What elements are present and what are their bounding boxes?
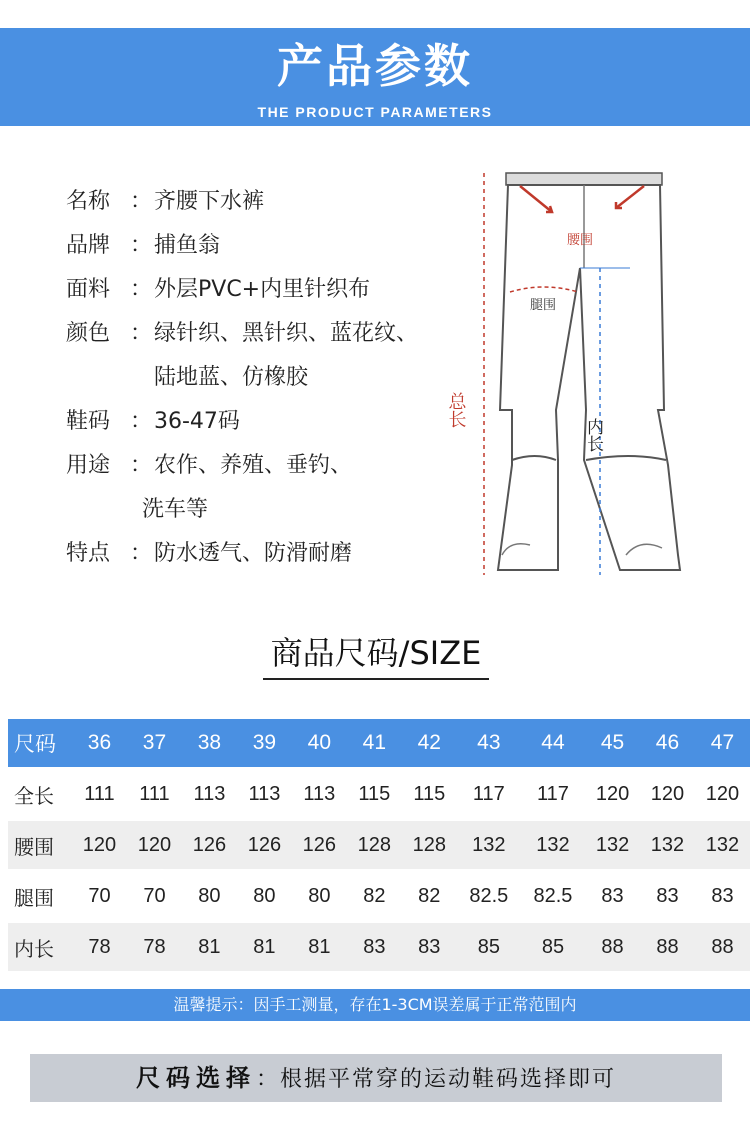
size-selection-label: 尺码选择: [135, 1064, 256, 1092]
size-table-cell: 120: [127, 821, 182, 869]
size-table-cell: 85: [521, 923, 585, 971]
size-selection-text: ：根据平常穿的运动鞋码选择即可: [255, 1067, 616, 1092]
pants-size-diagram: [440, 160, 690, 590]
spec-list: [66, 180, 456, 576]
spec-colon: ：: [129, 321, 152, 346]
size-table-cell: 126: [237, 821, 292, 869]
size-table-cell: 81: [292, 923, 347, 971]
size-table-cell: 115: [358, 782, 391, 805]
size-header-cell: 37: [127, 719, 182, 767]
size-row-label: 全长: [14, 783, 54, 808]
size-header-cell: 36: [72, 719, 127, 767]
size-table-row: [8, 821, 750, 869]
size-table-cell: 120: [650, 782, 685, 805]
size-table-cell: 132: [585, 821, 640, 869]
spec-value-line: 农作、养殖、垂钓、: [154, 453, 353, 478]
size-table-cell: 113: [193, 782, 226, 805]
size-table-cell: 111: [139, 782, 170, 805]
size-table-row: [8, 872, 750, 920]
spec-value: [142, 444, 456, 532]
size-row-label: 腰围: [8, 821, 72, 869]
size-header-cell: 43: [457, 719, 521, 767]
size-row-label: 内长: [8, 923, 72, 971]
measurement-tip: 温馨提示：因手工测量，存在1-3CM误差属于正常范围内: [0, 989, 750, 1021]
size-table-cell: 132: [640, 821, 695, 869]
size-table-cell: 81: [182, 923, 237, 971]
spec-value: [154, 312, 456, 400]
spec-label: 特点: [66, 541, 111, 566]
spec-value: [154, 268, 456, 312]
size-header-cell: 46: [640, 719, 695, 767]
spec-value: [154, 180, 456, 224]
spec-value-line: 捕鱼翁: [154, 233, 221, 258]
size-table-cell: 128: [402, 821, 457, 869]
size-table-cell: 120: [72, 821, 127, 869]
spec-value-line: 齐腰下水裤: [154, 189, 265, 214]
size-table: [8, 716, 750, 974]
spec-label: 用途: [66, 453, 111, 478]
spec-value: [154, 400, 456, 444]
size-table-cell: 128: [347, 821, 402, 869]
page-title: 产品参数: [277, 39, 473, 93]
size-table-cell: 88: [695, 923, 750, 971]
size-header-cell: 41: [347, 719, 402, 767]
spec-label: 名称: [66, 189, 111, 214]
size-table-cell: 82: [363, 884, 386, 907]
size-table-cell: 120: [595, 782, 630, 805]
spec-colon: ：: [129, 189, 152, 214]
spec-row: [66, 268, 456, 312]
size-table-cell: 115: [413, 782, 446, 805]
size-header-cell: 45: [585, 719, 640, 767]
size-header-cell: 39: [237, 719, 292, 767]
size-row-label: 腿围: [14, 885, 54, 910]
size-header-label: 尺码: [8, 719, 72, 767]
size-table-cell: 88: [585, 923, 640, 971]
size-table-cell: 117: [537, 782, 569, 805]
spec-value-line: 陆地蓝、仿橡胶: [154, 365, 309, 390]
size-table-cell: 82.5: [469, 884, 509, 907]
size-table-cell: 111: [84, 782, 115, 805]
size-header-cell: 47: [695, 719, 750, 767]
spec-colon: ：: [129, 409, 152, 434]
spec-value: [154, 532, 456, 576]
spec-value-line: 36-47码: [154, 409, 240, 434]
size-table-cell: 113: [303, 782, 336, 805]
size-table-cell: 120: [705, 782, 740, 805]
spec-value-line: 绿针织、黑针织、蓝花纹、: [154, 321, 419, 346]
size-table-cell: 80: [198, 884, 221, 907]
spec-value: [154, 224, 456, 268]
size-table-cell: 83: [601, 884, 624, 907]
size-table-cell: 83: [711, 884, 734, 907]
size-table-cell: 88: [640, 923, 695, 971]
spec-label: 品牌: [66, 233, 111, 258]
size-header-cell: 38: [182, 719, 237, 767]
spec-row: [66, 444, 456, 532]
spec-value-line: 防水透气、防滑耐磨: [154, 541, 353, 566]
spec-value-line: 外层PVC+内里针织布: [154, 277, 371, 302]
size-table-cell: 132: [521, 821, 585, 869]
size-table-cell: 70: [88, 884, 111, 907]
spec-colon: ：: [129, 233, 152, 258]
spec-row: [66, 400, 456, 444]
size-table-cell: 81: [237, 923, 292, 971]
total-length-label: 总长: [445, 392, 467, 428]
size-table-cell: 83: [347, 923, 402, 971]
spec-row: [66, 224, 456, 268]
size-table-cell: 80: [253, 884, 276, 907]
spec-colon: ：: [129, 541, 152, 566]
header-banner: [0, 28, 750, 126]
size-header-cell: 42: [402, 719, 457, 767]
spec-label: 鞋码: [66, 409, 111, 434]
size-table-row: [8, 770, 750, 818]
spec-label: 颜色: [66, 321, 111, 346]
spec-row: [66, 312, 456, 400]
spec-label: 面料: [66, 277, 111, 302]
waistband-shape: [506, 173, 662, 185]
size-table-cell: 78: [127, 923, 182, 971]
spec-row: [66, 180, 456, 224]
size-table-cell: 70: [143, 884, 166, 907]
spec-colon: ：: [129, 277, 152, 302]
size-table-cell: 132: [695, 821, 750, 869]
inseam-label: 内长: [583, 418, 603, 452]
size-table-cell: 83: [402, 923, 457, 971]
size-table-cell: 82.5: [533, 884, 573, 907]
size-table-cell: 85: [457, 923, 521, 971]
size-table-cell: 117: [472, 782, 505, 805]
size-table-cell: 126: [182, 821, 237, 869]
size-table-cell: 78: [72, 923, 127, 971]
size-table-row: [8, 923, 750, 971]
size-table-cell: 113: [248, 782, 281, 805]
size-header-cell: 40: [292, 719, 347, 767]
size-table-cell: 82: [418, 884, 441, 907]
size-header-row: [8, 719, 750, 767]
size-table-cell: 80: [308, 884, 331, 907]
size-section-title: 商品尺码/SIZE: [263, 632, 489, 680]
size-header-cell: 44: [521, 719, 585, 767]
spec-colon: ：: [129, 453, 152, 478]
page-subtitle: THE PRODUCT PARAMETERS: [257, 104, 493, 120]
spec-row: [66, 532, 456, 576]
size-table-cell: 126: [292, 821, 347, 869]
waist-label: 腰围: [567, 233, 594, 248]
size-selection-note: [30, 1054, 722, 1102]
thigh-label: 腿围: [530, 298, 557, 313]
size-table-cell: 132: [457, 821, 521, 869]
spec-value-line: 洗车等: [142, 497, 209, 522]
size-table-cell: 83: [656, 884, 679, 907]
